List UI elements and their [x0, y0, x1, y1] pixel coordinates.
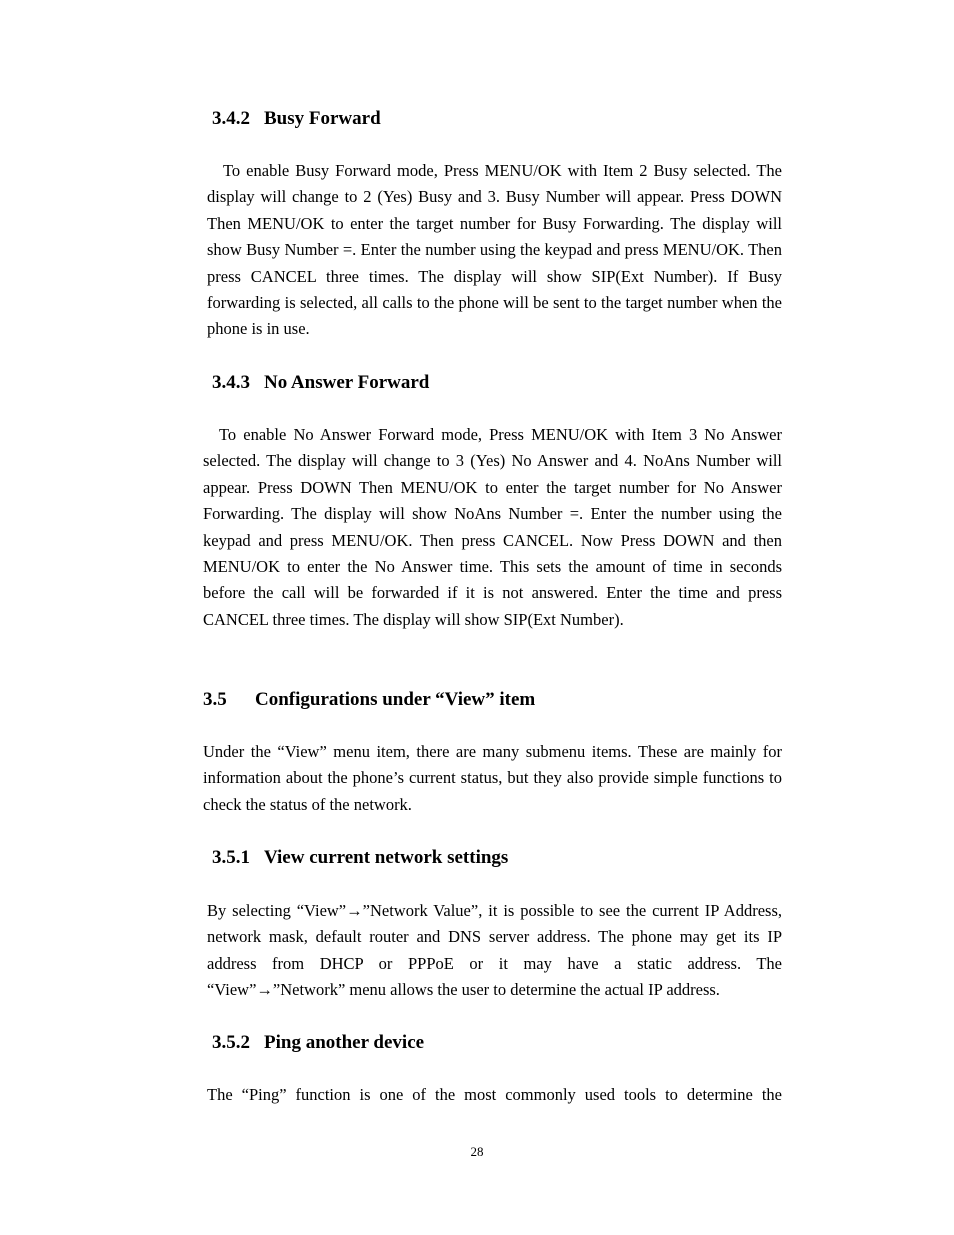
section-body-3-5-1: By selecting “View”→”Network Value”, it is possible to see the current IP Address, network mask, default router and DNS server address. The phone may get its IP address from DHCP or PPPoE or it may have a static address. The “View”→”Network” menu allows the user to determine the actual IP address.: [207, 901, 782, 1000]
section-title: Busy Forward: [264, 108, 381, 129]
section-number: 3.5.1: [212, 847, 250, 868]
section-number: 3.5: [203, 689, 227, 710]
section-body-3-4-3: To enable No Answer Forward mode, Press MENU/OK with Item 3 No Answer selected. The display will change to 3 (Yes) No Answer and 4. NoAns Number will appear. Press DOWN Then MENU/OK to enter the target number for No Answer Forwarding. The display will show NoAns Number =. Enter the number using the keypad and press MENU/OK. Then press CANCEL. Now Press DOWN and then MENU/OK to enter the No Answer time. This sets the amount of time in seconds before the call will be forwarded if it is not answered. Enter the time and press CANCEL three times. The display will show SIP(Ext Number).: [203, 425, 782, 629]
page-number: 28: [470, 1144, 484, 1159]
section-heading-3-4-2: [212, 107, 381, 131]
section-title: Ping another device: [264, 1032, 425, 1053]
section-body-3-5: Under the “View” menu item, there are many submenu items. These are mainly for information about the phone’s current status, but they also provide simple functions to check the status of the network.: [203, 742, 782, 814]
section-title: No Answer Forward: [264, 372, 430, 393]
section-body-3-4-2: To enable Busy Forward mode, Press MENU/OK with Item 2 Busy selected. The display will change to 2 (Yes) Busy and 3. Busy Number will appear. Press DOWN Then MENU/OK to enter the target number for Busy Forwarding. The display will show Busy Number =. Enter the number using the keypad and press MENU/OK. Then press CANCEL three times. The display will show SIP(Ext Number). If Busy forwarding is selected, all calls to the phone will be sent to the target number when the phone is in use.: [207, 161, 782, 339]
section-heading-3-5: [203, 688, 535, 712]
section-title: View current network settings: [264, 847, 509, 868]
section-number: 3.4.3: [212, 372, 250, 393]
section-number: 3.4.2: [212, 108, 250, 129]
section-heading-3-4-3: [212, 371, 429, 395]
section-number: 3.5.2: [212, 1032, 250, 1053]
section-heading-3-5-1: [212, 846, 508, 870]
section-body-3-5-2: The “Ping” function is one of the most commonly used tools to determine the: [207, 1085, 782, 1104]
section-title: Configurations under “View” item: [255, 689, 536, 710]
section-heading-3-5-2: [212, 1031, 424, 1055]
